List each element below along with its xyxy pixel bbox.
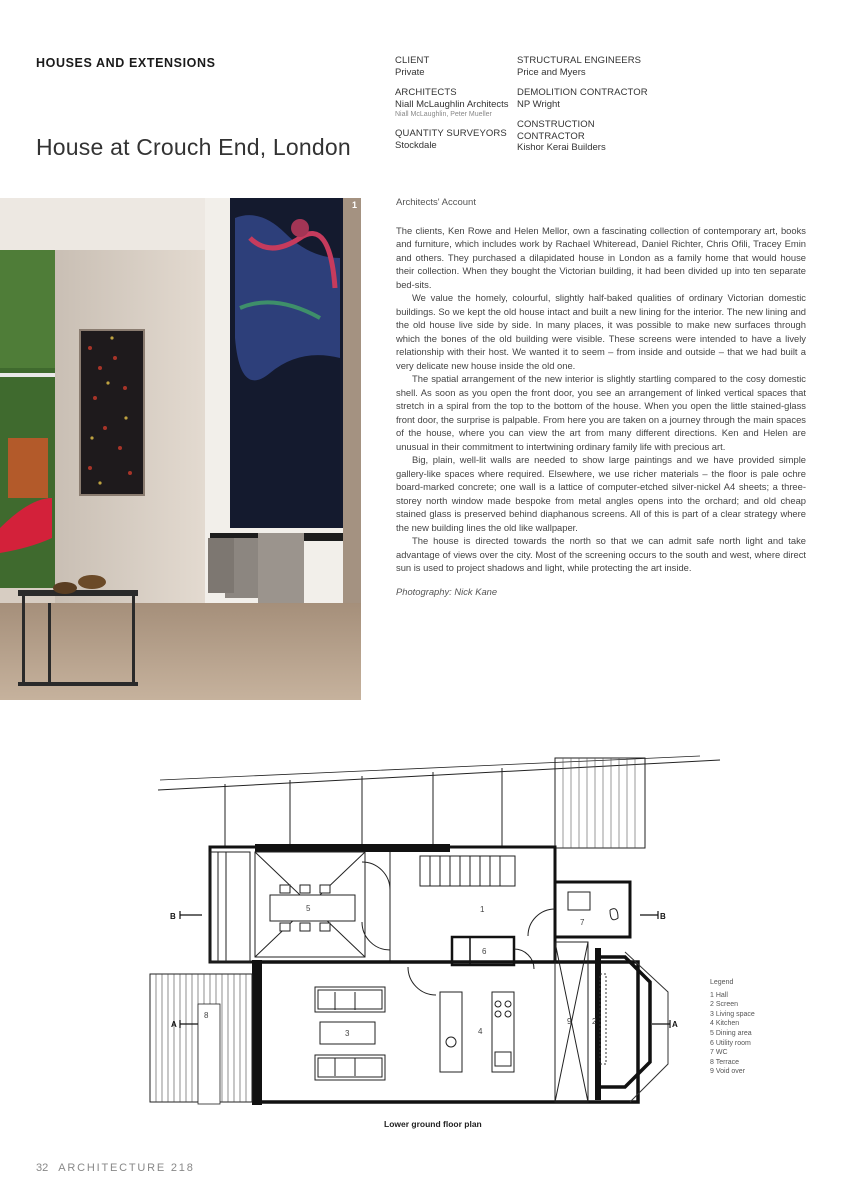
credit-architects <box>395 87 515 119</box>
room-number: 7 <box>580 918 585 927</box>
credit-label: CONSTRUCTION CONTRACTOR <box>517 119 595 142</box>
credit-label: QUANTITY SURVEYORS <box>395 128 507 139</box>
room-number: 2 <box>592 1017 597 1026</box>
credit-label: DEMOLITION CONTRACTOR <box>517 87 648 98</box>
credit-subvalue: Niall McLaughlin, Peter Mueller <box>395 111 492 118</box>
article-paragraph: We value the homely, colourful, slightly half-baked qualities of ordinary Victorian domestic buildings. So we kept the old house intact and built a new lining for the interior. The new lining and the old house live side by side. In many places, it was possible to make new surfaces through which the bones of the old building were visible. These screens were intended to have a lively relationship with their host. We wanted it to seem – from inside and outside – that we had built a very delicate new house inside the old one. <box>396 292 806 371</box>
credit-value: Kishor Kerai Builders <box>517 142 606 153</box>
credit-label: CLIENT <box>395 55 430 66</box>
credit-structural <box>517 55 657 78</box>
credit-value: Stockdale <box>395 139 437 151</box>
room-number: 4 <box>478 1027 483 1036</box>
legend-item: 2 Screen <box>710 1001 739 1009</box>
legend-item: 6 Utility room <box>710 1039 751 1047</box>
legend-item: 9 Void over <box>710 1068 746 1076</box>
room-number: 6 <box>482 947 487 956</box>
interior-photo <box>0 198 361 700</box>
article-paragraph: The clients, Ken Rowe and Helen Mellor, own a fascinating collection of contemporary art, books and furniture, which includes work by Rachael Whiteread, Daniel Richter, Chris Ofili, Tracey Emin and others. They purchased a dilapidated house in London as a family home that would house their collection. When they bought the Victorian building, it had been divided up into ten separate bed-sits. <box>396 224 806 290</box>
section-heading: HOUSES AND EXTENSIONS <box>36 56 216 70</box>
article-paragraph: Big, plain, well-lit walls are needed to show large paintings and we have provided simple gallery-like spaces where required. Elsewhere, we use richer materials – the floor is pale ochre board-marked concrete; one wall is a lattice of computer-etched silver-nickel A4 sheets; a three-storey north window made bespoke from metal angles opens into the orchard; and old cheap stained glass is preserved behind diaphanous screens. All of this is part of a clear strategy where the new building lines the old like wallpaper. <box>396 454 806 533</box>
legend-item: 3 Living space <box>710 1010 755 1018</box>
credit-label: ARCHITECTS <box>395 87 457 98</box>
room-number: 8 <box>204 1011 209 1020</box>
page-title: House at Crouch End, London <box>36 134 351 160</box>
architects-account <box>396 196 806 598</box>
credit-demolition <box>517 87 657 110</box>
photo-credit: Photography: Nick Kane <box>396 585 498 597</box>
credit-value: NP Wright <box>517 98 560 110</box>
legend-item: 8 Terrace <box>710 1058 740 1066</box>
page-number: 32 <box>36 1162 49 1174</box>
room-number: 3 <box>345 1029 350 1038</box>
section-mark-a-right: A <box>672 1020 678 1029</box>
credit-label: STRUCTURAL ENGINEERS <box>517 55 642 66</box>
article-heading: Architects' Account <box>396 197 476 208</box>
credits-column-right <box>517 55 657 163</box>
legend-item: 4 Kitchen <box>710 1020 740 1028</box>
publication-name: ARCHITECTURE 218 <box>58 1162 195 1174</box>
room-number: 9 <box>567 1017 572 1026</box>
section-mark-b-left: B <box>170 912 176 921</box>
room-number: 5 <box>306 904 311 913</box>
page-footer <box>36 1162 195 1174</box>
credit-value: Private <box>395 66 425 78</box>
room-number: 1 <box>480 905 485 914</box>
credits-column-left <box>395 55 515 160</box>
plan-canopy-line <box>158 760 720 790</box>
plan-caption: Lower ground floor plan <box>384 1119 482 1129</box>
credit-client <box>395 55 515 78</box>
legend-item: 5 Dining area <box>710 1029 752 1037</box>
section-mark-b-right: B <box>660 912 666 921</box>
credit-construction <box>517 119 657 154</box>
credit-value: Niall McLaughlin Architects <box>395 98 509 110</box>
legend-item: 1 Hall <box>710 991 728 999</box>
article-paragraph: The house is directed towards the north so that we can admit safe north light and take advantage of views over the city. Most of the screening occurs to the south and west, where direct sun is used to project shadows and light, while protecting the art inside. <box>396 535 806 573</box>
floor-plan <box>140 752 730 1112</box>
interior-photo-drawing <box>0 198 361 700</box>
plan-legend <box>710 978 755 1077</box>
credit-value: Price and Myers <box>517 66 586 78</box>
photo-number: 1 <box>351 200 357 210</box>
section-mark-a-left: A <box>171 1020 177 1029</box>
legend-item: 7 WC <box>710 1049 728 1057</box>
legend-title: Legend <box>710 979 734 986</box>
credit-qs <box>395 128 515 151</box>
article-paragraph: The spatial arrangement of the new interior is slightly startling compared to the cosy domestic shell. As soon as you open the front door, you see an arrangement of linked vertical spaces that stretch in a spiral from the top to the bottom of the house. When you open the little stained-glass front door, the surprise is palpable. From here you are taken on a journey through the main spaces of the house, where you can view the art from many different directions. Ken and Helen are unusual in their commitment to intertwining ordinary family life with precious art. <box>396 373 806 452</box>
